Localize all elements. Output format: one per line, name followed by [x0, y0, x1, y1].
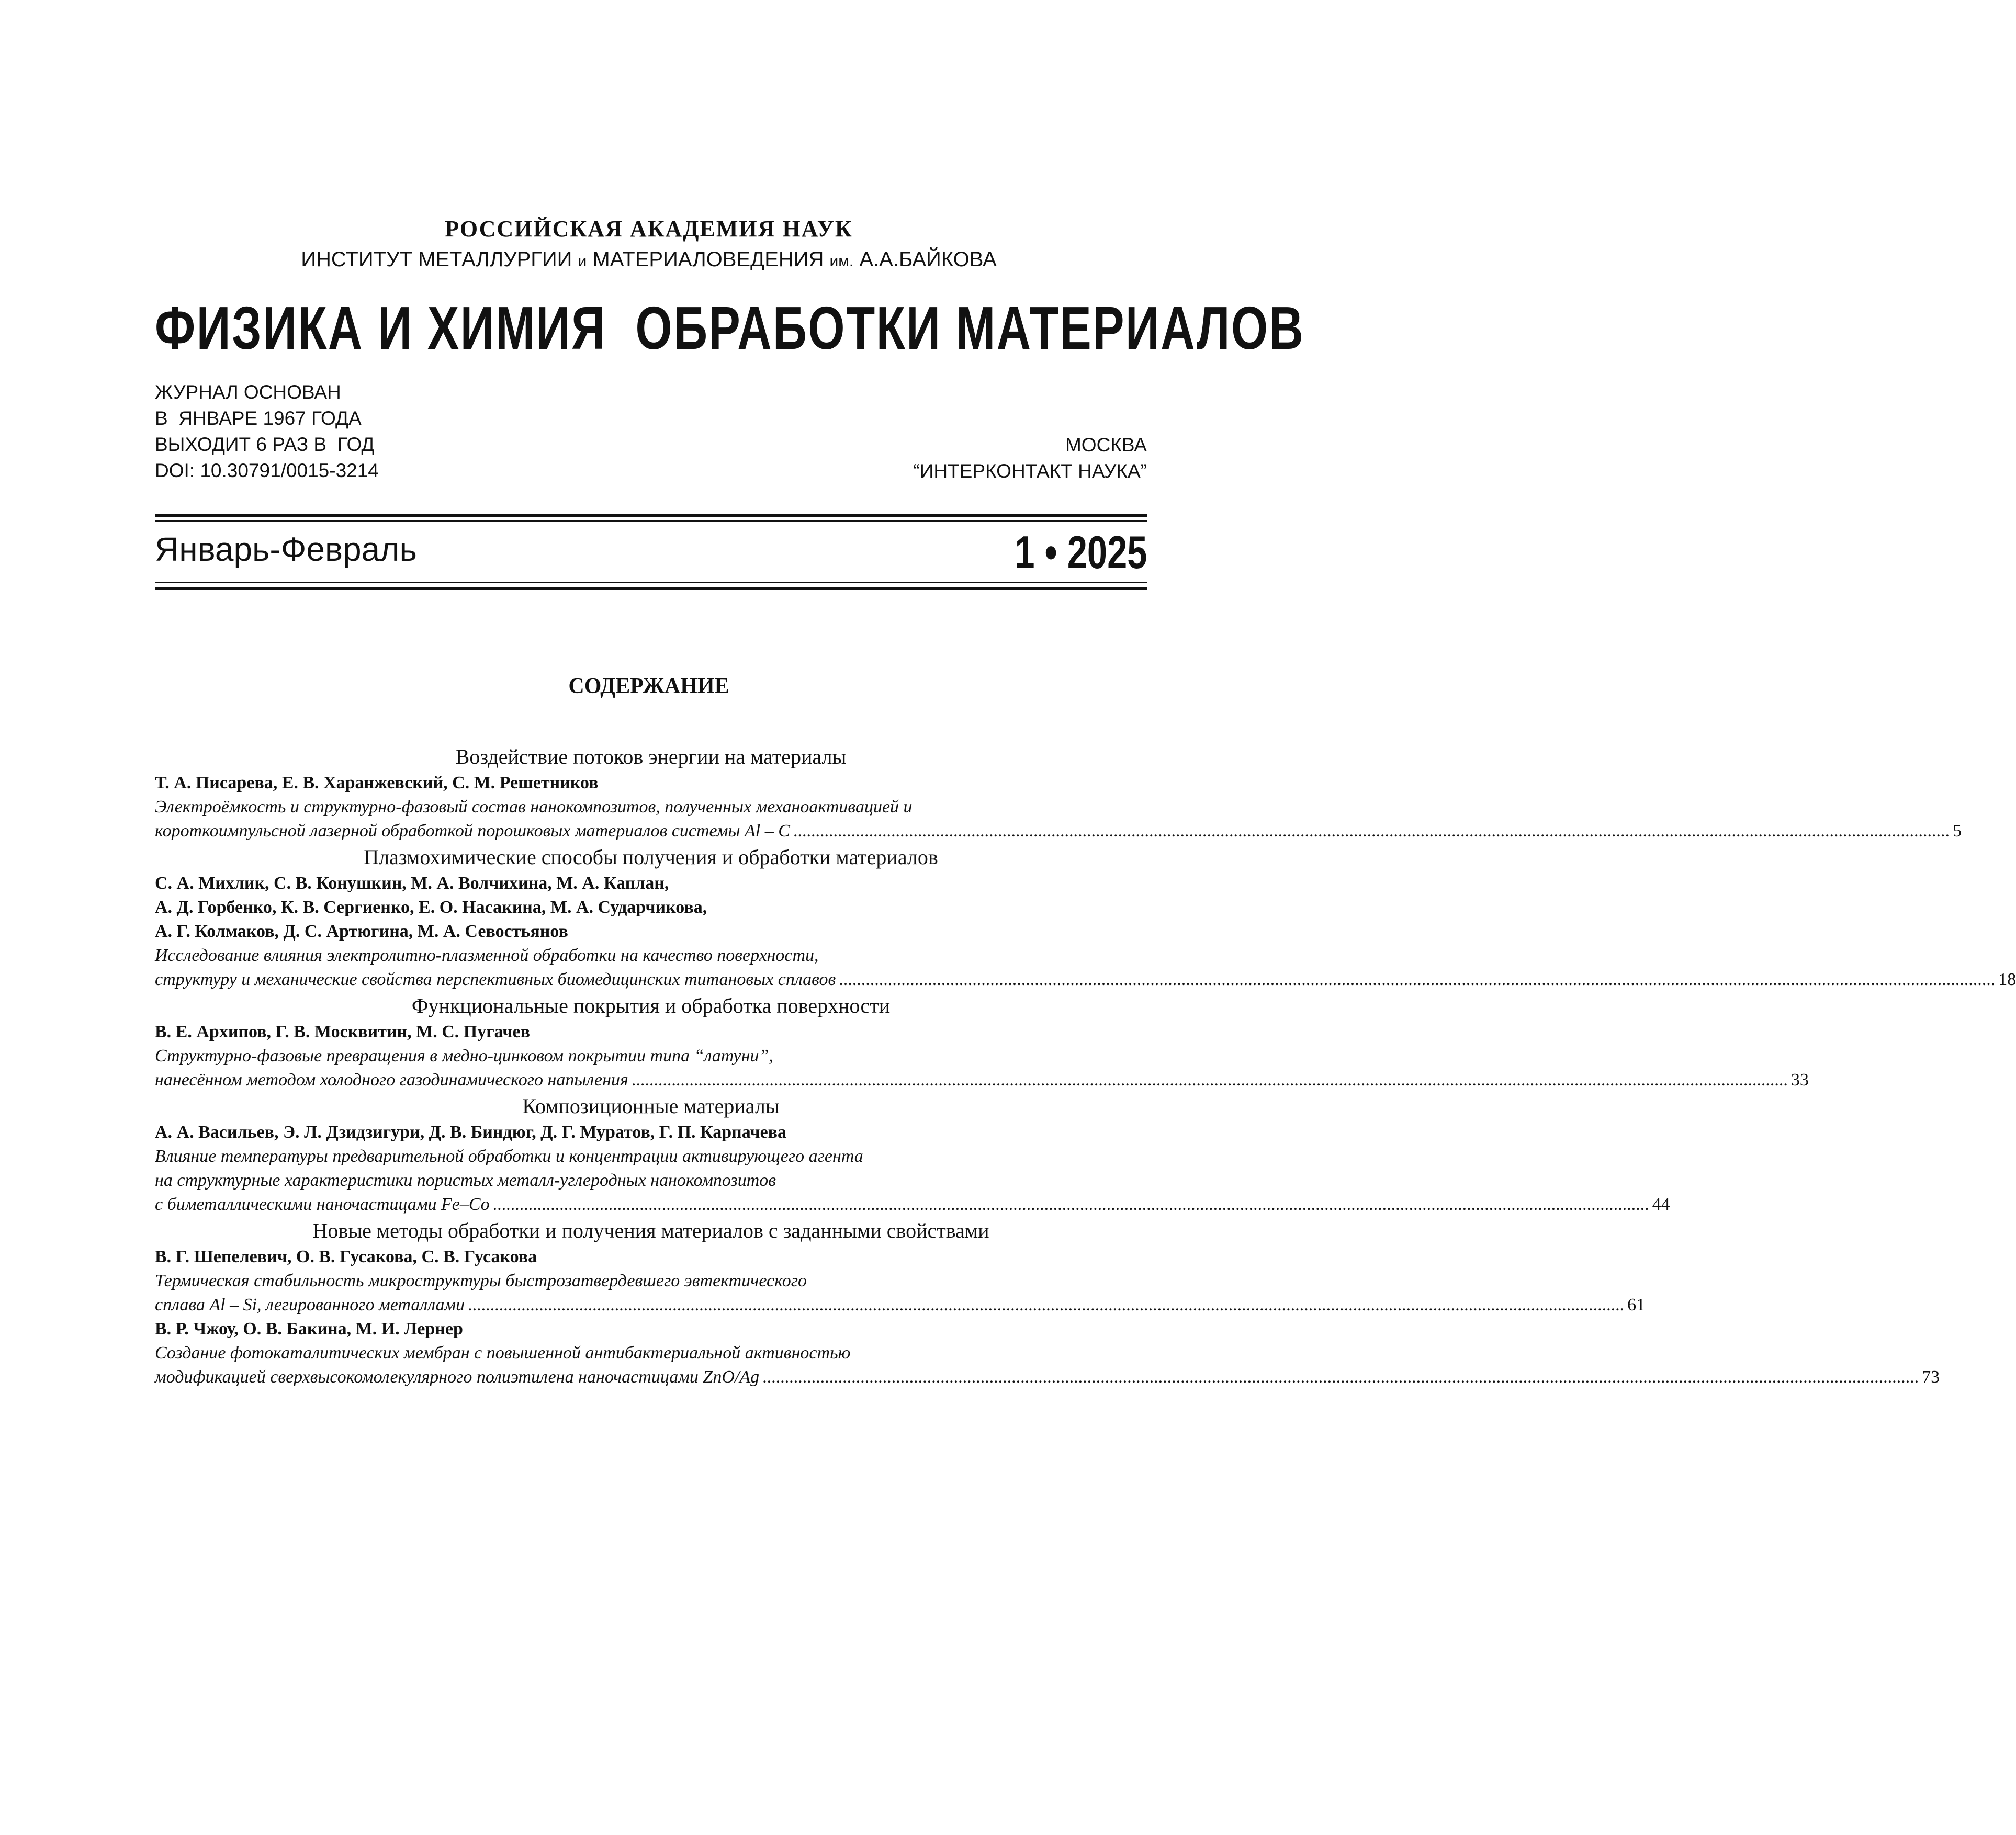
- bottom-rule-thin: [155, 582, 1147, 583]
- leader-dots: ....................................................................................................................................................................................................................................................................: [468, 1295, 1625, 1315]
- journal-title: ФИЗИКА И ХИМИЯ ОБРАБОТКИ МАТЕРИАЛОВ: [155, 294, 1305, 362]
- entry-title-line: Создание фотокаталитических мембран с повышенной антибактериальной активностью: [155, 1343, 851, 1363]
- table-of-contents: [155, 743, 2016, 1389]
- entry-authors: С. А. Михлик, С. В. Конушкин, М. А. Волчихина, М. А. Каплан,: [155, 874, 669, 893]
- publisher-name: “ИНТЕРКОНТАКТ НАУКА”: [913, 460, 1147, 482]
- section-title: Композиционные материалы: [522, 1094, 780, 1118]
- entry-title-line: на структурные характеристики пористых металл-углеродных нанокомпозитов: [155, 1171, 776, 1190]
- toc-entry-last-line: [155, 968, 2016, 992]
- toc-entry-last-line: [155, 1365, 1940, 1389]
- leader-dots: ....................................................................................................................................................................................................................................................................: [793, 821, 1950, 841]
- entry-title-line: с биметаллическими наночастицами Fe–Co: [155, 1195, 490, 1214]
- founded-line: ЖУРНАЛ ОСНОВАН: [155, 381, 341, 403]
- entry-title-line: структуру и механические свойства перспективных биомедицинских титановых сплавов: [155, 970, 836, 989]
- entry-title-line: сплава Al – Si, легированного металлами: [155, 1295, 465, 1315]
- institute-and: и: [578, 253, 587, 270]
- institute-name: [0, 248, 1298, 271]
- academy-name: РОССИЙСКАЯ АКАДЕМИЯ НАУК: [445, 216, 853, 242]
- institute-part1: ИНСТИТУТ МЕТАЛЛУРГИИ: [301, 248, 572, 271]
- leader-dots: ....................................................................................................................................................................................................................................................................: [839, 970, 1996, 989]
- entry-page-number[interactable]: 61: [1627, 1295, 1646, 1315]
- entry-authors: А. Г. Колмаков, Д. С. Артюгина, М. А. Севостьянов: [155, 922, 568, 941]
- contents-heading: СОДЕРЖАНИЕ: [568, 674, 729, 698]
- section-title: Воздействие потоков энергии на материалы: [455, 745, 847, 768]
- entry-authors: Т. А. Писарева, Е. В. Харанжевский, С. М. Решетников: [155, 773, 599, 792]
- toc-entry-last-line: [155, 1193, 1670, 1217]
- entry-title-line: короткоимпульсной лазерной обработкой порошковых материалов системы Al – C: [155, 821, 790, 841]
- publisher-info: [913, 432, 1147, 484]
- entry-title-line: Структурно-фазовые превращения в медно-цинковом покрытии типа “латуни”,: [155, 1046, 773, 1066]
- entry-authors: В. Р. Чжоу, О. В. Бакина, М. И. Лернер: [155, 1319, 463, 1339]
- frequency-line: ВЫХОДИТ 6 РАЗ В ГОД: [155, 434, 375, 455]
- entry-page-number[interactable]: 44: [1652, 1195, 1670, 1214]
- institute-im: им.: [829, 253, 854, 270]
- toc-entry-last-line: [155, 1068, 1809, 1092]
- doi-line: DOI: 10.30791/0015-3214: [155, 460, 379, 481]
- issue-number: 1 • 2025: [1014, 526, 1147, 578]
- bottom-rule-thick: [155, 587, 1147, 590]
- leader-dots: ....................................................................................................................................................................................................................................................................: [762, 1367, 1919, 1387]
- toc-entry-last-line: [155, 1293, 1646, 1317]
- leader-dots: ....................................................................................................................................................................................................................................................................: [631, 1070, 1788, 1090]
- section-title: Новые методы обработки и получения материалов с заданными свойствами: [312, 1219, 989, 1242]
- entry-page-number[interactable]: 73: [1922, 1367, 1940, 1387]
- section-title: Плазмохимические способы получения и обработки материалов: [364, 845, 938, 869]
- publisher-city: МОСКВА: [1065, 434, 1147, 456]
- issue-row: [155, 526, 1147, 578]
- entry-title-line: Исследование влияния электролитно-плазменной обработки на качество поверхности,: [155, 946, 819, 965]
- toc-entry-last-line: [155, 819, 1962, 843]
- institute-part2: МАТЕРИАЛОВЕДЕНИЯ: [592, 248, 824, 271]
- journal-founded-info: [155, 379, 379, 484]
- entry-page-number[interactable]: 18: [1998, 970, 2016, 989]
- institute-part3: А.А.БАЙКОВА: [859, 248, 997, 271]
- entry-authors: В. Г. Шепелевич, О. В. Гусакова, С. В. Гусакова: [155, 1247, 537, 1266]
- entry-title-line: Влияние температуры предварительной обработки и концентрации активирующего агента: [155, 1147, 863, 1166]
- section-title: Функциональные покрытия и обработка поверхности: [411, 994, 891, 1017]
- entry-authors: В. Е. Архипов, Г. В. Москвитин, М. С. Пугачев: [155, 1022, 530, 1041]
- founded-line: В ЯНВАРЕ 1967 ГОДА: [155, 407, 362, 429]
- entry-authors: А. Д. Горбенко, К. В. Сергиенко, Е. О. Насакина, М. А. Сударчикова,: [155, 898, 707, 917]
- top-rule-thin: [155, 520, 1147, 522]
- issue-months: Январь-Февраль: [155, 530, 417, 568]
- top-rule-thick: [155, 514, 1147, 517]
- entry-title-line: нанесённом методом холодного газодинамического напыления: [155, 1070, 628, 1090]
- entry-title-line: Электроёмкость и структурно-фазовый состав нанокомпозитов, полученных механоактивацией и: [155, 797, 913, 817]
- entry-authors: А. А. Васильев, Э. Л. Дзидзигури, Д. В. Биндюг, Д. Г. Муратов, Г. П. Карпачева: [155, 1123, 787, 1142]
- entry-title-line: Термическая стабильность микроструктуры быстрозатвердевшего эвтектического: [155, 1271, 807, 1290]
- leader-dots: ....................................................................................................................................................................................................................................................................: [492, 1195, 1649, 1214]
- entry-page-number[interactable]: 33: [1790, 1070, 1809, 1090]
- entry-title-line: модификацией сверхвысокомолекулярного полиэтилена наночастицами ZnO/Ag: [155, 1367, 760, 1387]
- entry-page-number[interactable]: 5: [1952, 821, 1962, 841]
